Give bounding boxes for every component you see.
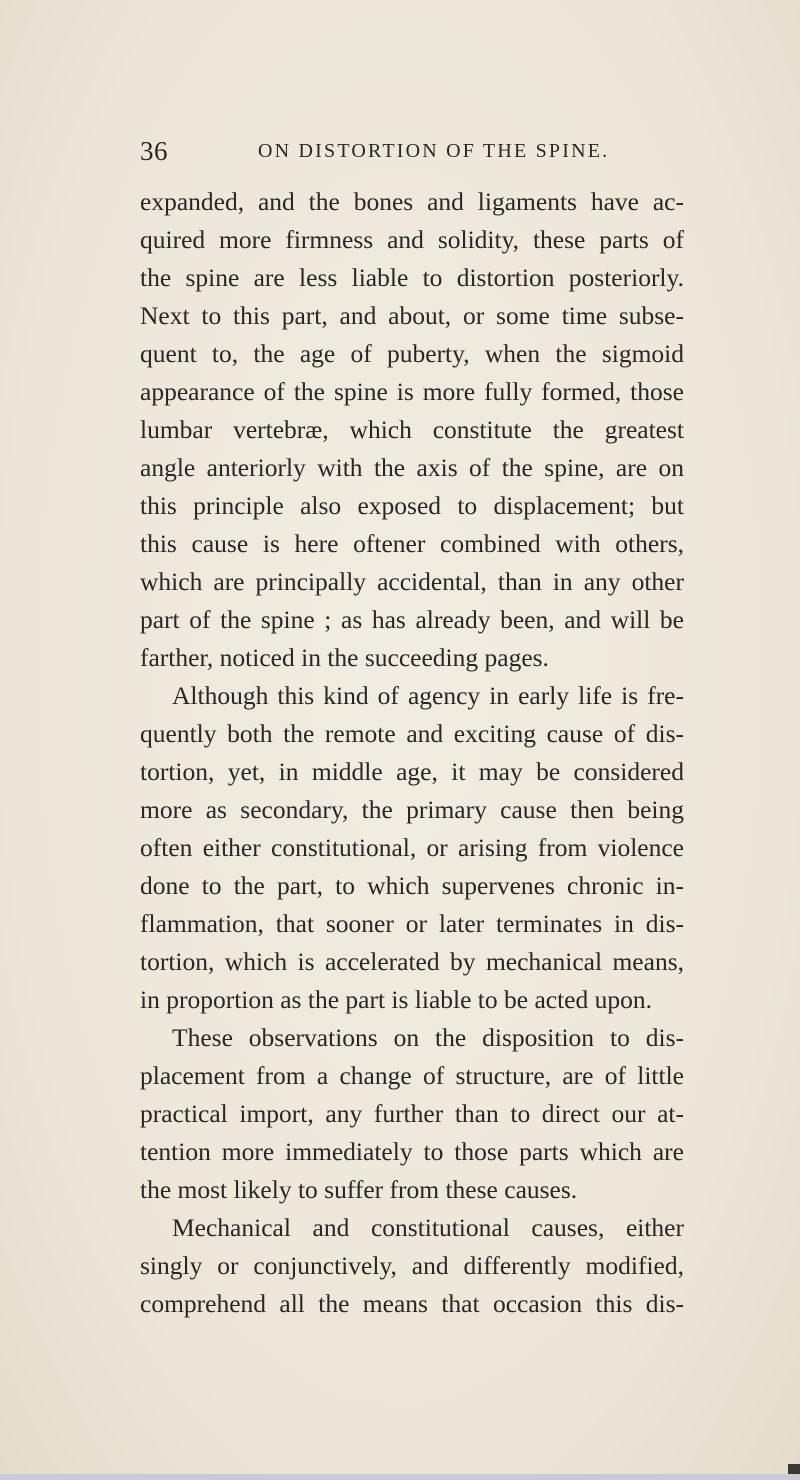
page-bottom-edge	[0, 1474, 800, 1480]
text-line: lumbar vertebræ, which constitute the greatest	[140, 415, 684, 444]
scan-mark	[788, 1464, 800, 1474]
text-line: this cause is here oftener combined with others,	[140, 529, 684, 558]
text-line: practical import, any further than to direct our at-	[140, 1099, 684, 1128]
paragraph-start-line: These observations on the disposition to dis-	[172, 1023, 684, 1052]
text-line: farther, noticed in the succeeding pages.	[140, 643, 549, 672]
running-title: ON DISTORTION OF THE SPINE.	[258, 140, 610, 162]
text-line: part of the spine ; as has already been, and will be	[140, 605, 684, 634]
text-line: expanded, and the bones and ligaments have ac-	[140, 187, 684, 216]
text-line: the most likely to suffer from these causes.	[140, 1175, 578, 1204]
text-line: Next to this part, and about, or some time subse-	[140, 301, 684, 330]
text-line: done to the part, to which supervenes chronic in-	[140, 871, 684, 900]
text-line: comprehend all the means that occasion this dis-	[140, 1289, 684, 1318]
text-line: quired more firmness and solidity, these parts of	[140, 225, 684, 254]
text-line: tortion, which is accelerated by mechanical means,	[140, 947, 684, 976]
body-text	[140, 183, 684, 1323]
text-line: in proportion as the part is liable to be acted upon.	[140, 985, 652, 1014]
page-header	[140, 136, 700, 176]
paragraph-start-line: Mechanical and constitutional causes, either	[172, 1213, 684, 1242]
text-line: flammation, that sooner or later terminates in dis-	[140, 909, 684, 938]
text-line: often either constitutional, or arising from violence	[140, 833, 684, 862]
text-line: this principle also exposed to displacement; but	[140, 491, 684, 520]
text-line: placement from a change of structure, are of little	[140, 1061, 684, 1090]
text-line: appearance of the spine is more fully formed, those	[140, 377, 684, 406]
text-line: more as secondary, the primary cause then being	[140, 795, 684, 824]
text-line: tention more immediately to those parts which are	[140, 1137, 684, 1166]
text-line: which are principally accidental, than in any other	[140, 567, 684, 596]
paragraph-start-line: Although this kind of agency in early life is fre-	[172, 681, 684, 710]
text-line: angle anteriorly with the axis of the spine, are on	[140, 453, 684, 482]
text-line: the spine are less liable to distortion posteriorly.	[140, 263, 684, 292]
text-line: quently both the remote and exciting cause of dis-	[140, 719, 684, 748]
page-number: 36	[140, 136, 168, 166]
text-line: quent to, the age of puberty, when the sigmoid	[140, 339, 684, 368]
text-line: tortion, yet, in middle age, it may be considered	[140, 757, 684, 786]
text-line: singly or conjunctively, and differently modified,	[140, 1251, 684, 1280]
